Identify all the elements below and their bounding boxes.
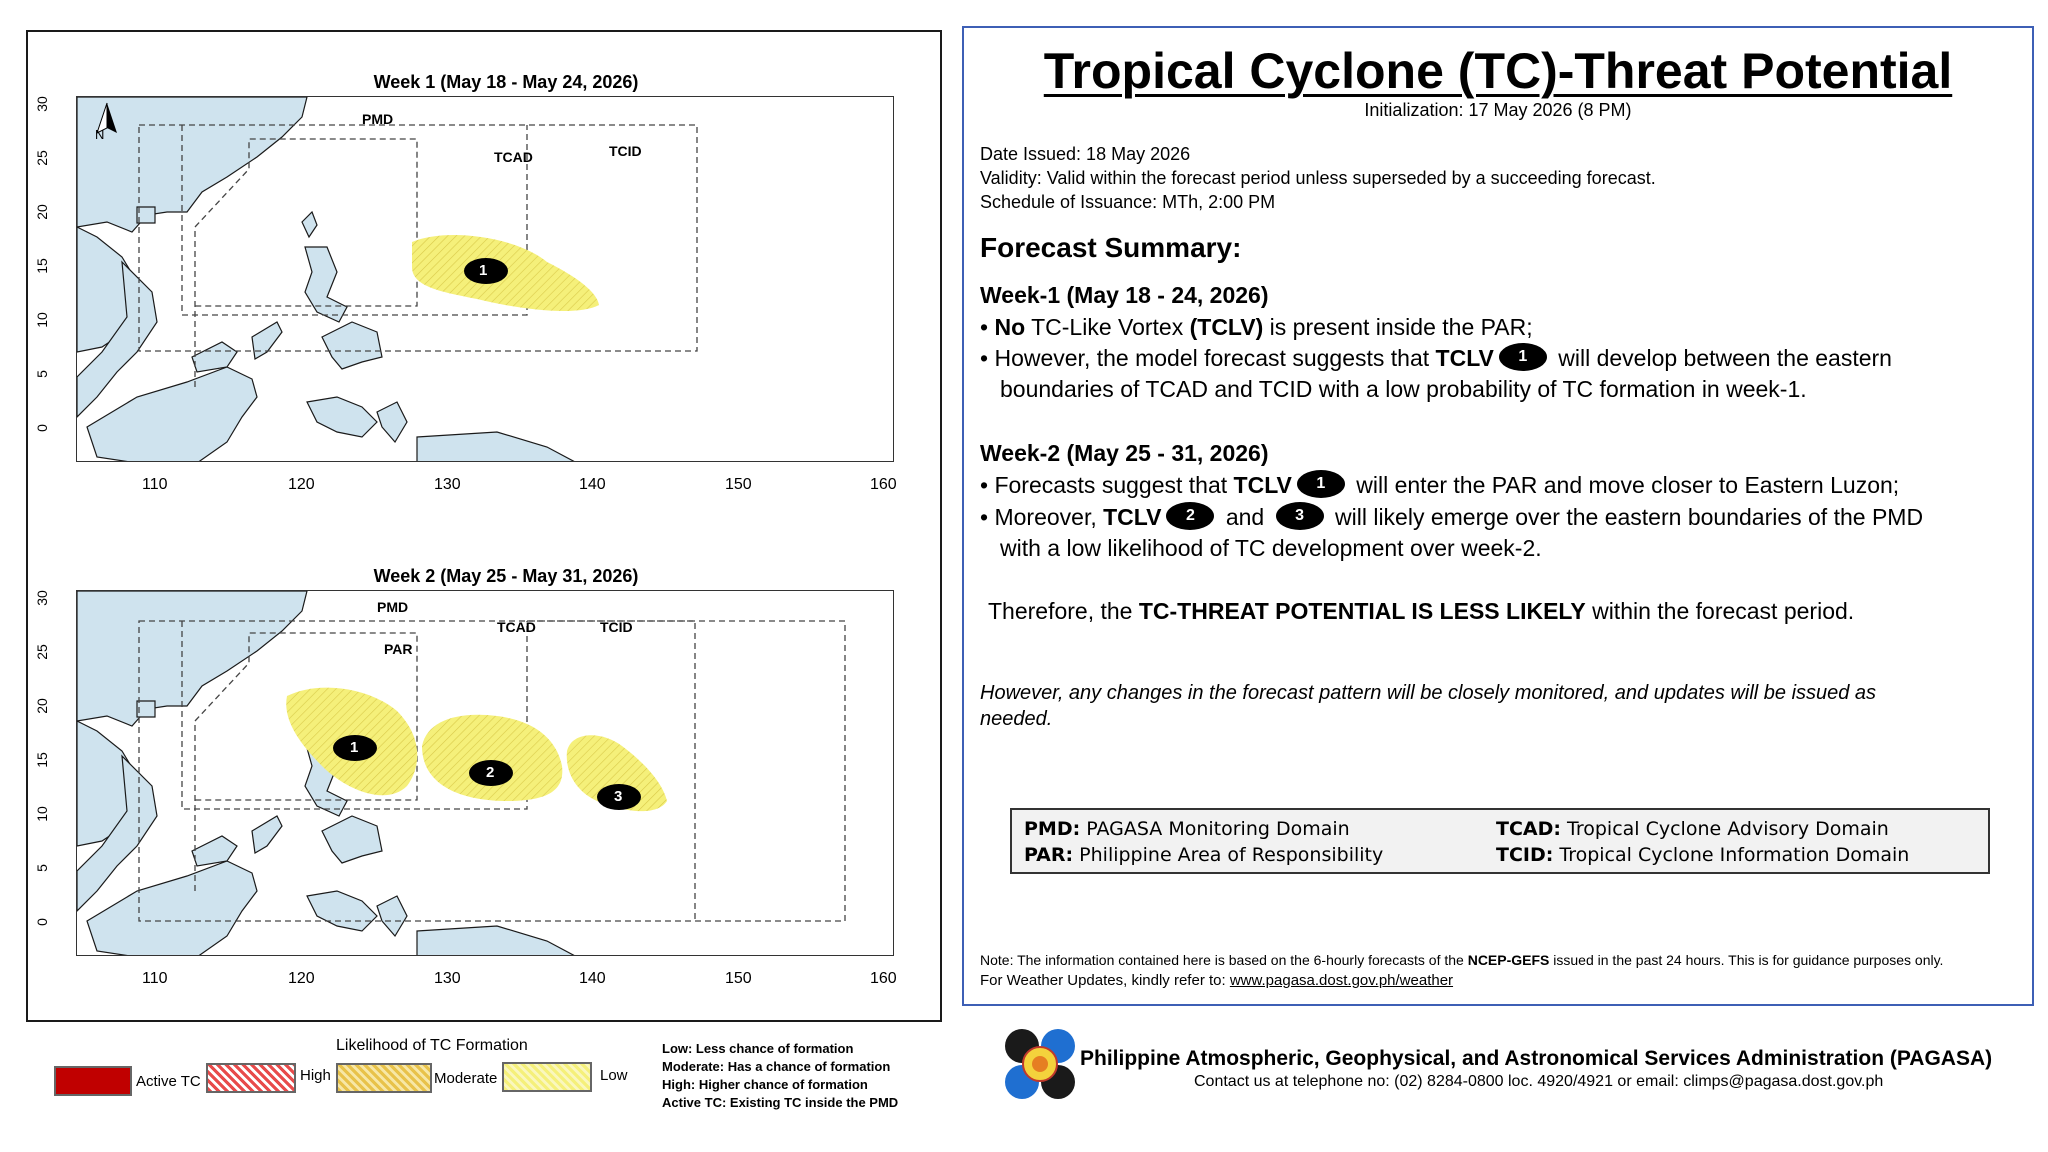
legend-swatch-moderate <box>336 1063 432 1093</box>
map-1-y-tick: 5 <box>33 370 50 378</box>
map-1-y-tick: 25 <box>33 150 50 166</box>
week2-b2-text1: Moreover, <box>994 504 1104 530</box>
pmd-label: PMD <box>377 599 409 615</box>
legend-desc-moderate: Moderate: Has a chance of formation <box>662 1059 891 1074</box>
map-1-canvas <box>77 97 894 462</box>
org-contact: Contact us at telephone no: (02) 8284-0800 loc. 4920/4921 or email: climps@pagasa.dost.gov.ph <box>1194 1073 1884 1090</box>
map-2-title: Week 2 (May 25 - May 31, 2026) <box>373 566 639 586</box>
legend-label-moderate: Moderate <box>434 1070 498 1087</box>
map-1-x-tick: 130 <box>434 476 461 493</box>
tclv-2-label: 2 <box>486 764 495 781</box>
tcid-label: TCID <box>609 143 642 159</box>
italic-note-l1: However, any changes in the forecast pattern will be closely monitored, and updates will be issued as <box>980 682 1877 704</box>
legend-title: Likelihood of TC Formation <box>336 1037 528 1054</box>
map-2-y-tick: 20 <box>33 698 50 714</box>
map-1-y-tick: 0 <box>33 424 50 432</box>
legend-swatch-low <box>502 1062 592 1092</box>
map-panel <box>26 30 942 1022</box>
tclv-2-area <box>422 715 562 801</box>
week2-b2-and: and <box>1219 504 1271 530</box>
week2-b1-text1: Forecasts suggest that <box>994 472 1234 498</box>
map-2-y-tick: 15 <box>33 752 50 768</box>
legend-label-active: Active TC <box>136 1073 201 1090</box>
def-tcad: TCAD: Tropical Cyclone Advisory Domain <box>1496 818 1889 840</box>
map-2-x-tick: 130 <box>434 970 461 987</box>
definitions-box <box>1010 808 1990 874</box>
tclv-3-pill: 3 <box>1276 502 1324 530</box>
legend-desc-high: High: Higher chance of formation <box>662 1077 868 1092</box>
italic-note-l2: needed. <box>980 708 1053 730</box>
map-2-y-tick: 0 <box>33 918 50 926</box>
legend-swatch-high <box>206 1063 296 1093</box>
map-1 <box>76 96 894 462</box>
def-par: PAR: Philippine Area of Responsibility <box>1024 844 1384 866</box>
map-1-y-tick: 30 <box>33 96 50 112</box>
map-2-x-tick: 150 <box>725 970 752 987</box>
par-label: PAR <box>384 641 413 657</box>
pmd-label: PMD <box>362 111 394 127</box>
map-2-x-tick: 110 <box>142 970 168 987</box>
week1-b1-text1: TC-Like Vortex <box>1025 314 1190 340</box>
conclusion-post: within the forecast period. <box>1585 598 1855 624</box>
map-2-x-tick: 160 <box>870 970 897 987</box>
map-2-y-tick: 10 <box>33 806 50 822</box>
tclv-2-pill: 2 <box>1166 502 1214 530</box>
schedule: Schedule of Issuance: MTh, 2:00 PM <box>980 192 1276 212</box>
org-name: Philippine Atmospheric, Geophysical, and Astronomical Services Administration (PAGASA) <box>1080 1047 1993 1070</box>
week2-bullet-1: • Forecasts suggest that TCLV 1 will enter the PAR and move closer to Eastern Luzon; <box>980 470 1899 501</box>
map-1-x-tick: 150 <box>725 476 752 493</box>
def-tcid: TCID: Tropical Cyclone Information Domain <box>1496 844 1910 866</box>
week2-bullet-2: • Moreover, TCLV 2 and 3 will likely emerge over the eastern boundaries of the PMD <box>980 502 1923 533</box>
conclusion <box>988 596 1854 627</box>
week1-bullet-1: • No TC-Like Vortex (TCLV) is present inside the PAR; <box>980 314 1533 340</box>
week1-b2-text1: However, the model forecast suggests that <box>994 345 1436 371</box>
def-pmd: PMD: PAGASA Monitoring Domain <box>1024 818 1350 840</box>
map-1-title: Week 1 (May 18 - May 24, 2026) <box>373 72 639 92</box>
map-1-x-tick: 110 <box>142 476 168 493</box>
week2-bullet-2-line2: with a low likelihood of TC development over week-2. <box>1000 535 1542 561</box>
map-2-y-tick: 5 <box>33 864 50 872</box>
source-note: Note: The information contained here is based on the 6-hourly forecasts of the NCEP-GEFS issued in the past 24 hours. This is for guidance purposes only. <box>980 952 1944 968</box>
validity: Validity: Valid within the forecast period unless superseded by a succeeding forecast. <box>980 168 1656 188</box>
map-1-y-tick: 10 <box>33 312 50 328</box>
tclv-1-pill: 1 <box>1499 343 1547 371</box>
legend-label-low: Low <box>600 1067 628 1084</box>
initialization: Initialization: 17 May 2026 (8 PM) <box>1364 100 1632 120</box>
week2-b1-text2: will enter the PAR and move closer to Eastern Luzon; <box>1349 472 1900 498</box>
report-title: Tropical Cyclone (TC)-Threat Potential <box>1043 43 1953 99</box>
north-label: N <box>95 127 105 142</box>
map-2-y-tick: 30 <box>33 590 50 606</box>
week2-b2-text2: will likely emerge over the eastern boundaries of the PMD <box>1328 504 1924 530</box>
week1-bullet-2: • However, the model forecast suggests that TCLV 1 will develop between the eastern <box>980 343 1892 374</box>
week1-b2-text2: will develop between the eastern <box>1551 345 1892 371</box>
pagasa-logo <box>1004 1028 1076 1100</box>
map-2-x-tick: 140 <box>579 970 606 987</box>
map-2-x-tick: 120 <box>288 970 315 987</box>
summary-heading: Forecast Summary: <box>980 232 1242 263</box>
legend-desc-low: Low: Less chance of formation <box>662 1041 854 1056</box>
map-1-x-tick: 160 <box>870 476 897 493</box>
map-1-x-tick: 140 <box>579 476 606 493</box>
map-1-y-tick: 15 <box>33 258 50 274</box>
week2-heading: Week-2 (May 25 - 31, 2026) <box>980 440 1269 466</box>
conclusion-pre: Therefore, the <box>988 598 1139 624</box>
week1-tclv-abbr: (TCLV) <box>1189 314 1264 340</box>
legend-swatch-active <box>54 1066 132 1096</box>
updates-note: For Weather Updates, kindly refer to: www.pagasa.dost.gov.ph/weather <box>980 972 1454 989</box>
report-panel <box>962 26 2034 1006</box>
date-issued: Date Issued: 18 May 2026 <box>980 144 1191 164</box>
tcad-label: TCAD <box>494 149 533 165</box>
pagasa-logo-graphic <box>1004 1028 1076 1100</box>
week1-b2-tclv: TCLV <box>1435 345 1494 371</box>
legend-label-high: High <box>300 1067 331 1084</box>
tclv-1-label: 1 <box>350 739 359 756</box>
pagasa-weather-link[interactable]: www.pagasa.dost.gov.ph/weather <box>1229 972 1454 989</box>
tclv-3-label: 3 <box>614 788 623 805</box>
week2-b1-tclv: TCLV <box>1233 472 1292 498</box>
conclusion-strong: TC-THREAT POTENTIAL IS LESS LIKELY <box>1138 598 1586 624</box>
map-2 <box>76 590 894 956</box>
map-2-y-tick: 25 <box>33 644 50 660</box>
week1-no: No <box>994 314 1026 340</box>
legend-desc-active: Active TC: Existing TC inside the PMD <box>662 1095 899 1110</box>
week1-b1-text2: is present inside the PAR; <box>1263 314 1533 340</box>
tcad-label: TCAD <box>497 619 536 635</box>
week1-heading: Week-1 (May 18 - 24, 2026) <box>980 282 1269 308</box>
map-1-y-tick: 20 <box>33 204 50 220</box>
tclv-1-pill: 1 <box>1297 470 1345 498</box>
map-1-x-tick: 120 <box>288 476 315 493</box>
week1-bullet-2-line2: boundaries of TCAD and TCID with a low probability of TC formation in week-1. <box>1000 376 1807 402</box>
tcid-label: TCID <box>600 619 633 635</box>
tclv-1-label: 1 <box>479 262 488 279</box>
week2-b2-tclv: TCLV <box>1103 504 1162 530</box>
